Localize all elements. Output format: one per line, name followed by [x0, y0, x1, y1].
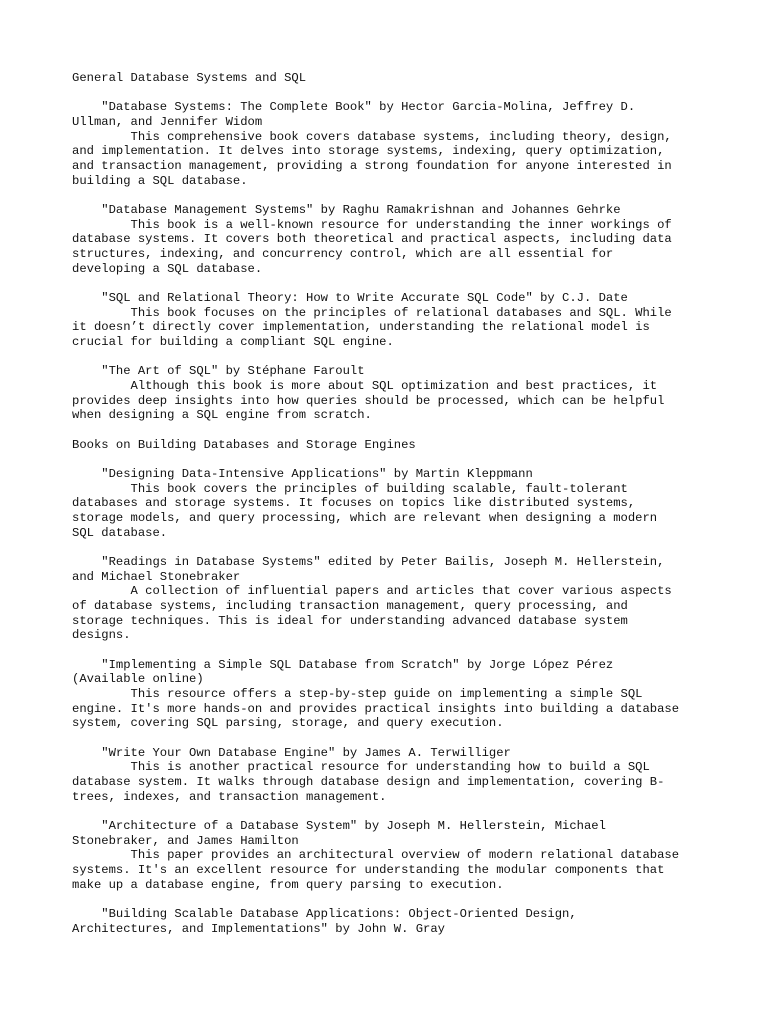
book-entry [72, 100, 712, 188]
book-entry [72, 467, 712, 540]
blank-line [72, 276, 712, 291]
book-description: This book is a well-known resource for understanding the inner workings of database systems. It covers both theoretical and practical aspects, including data structures, indexing, and concurrency control, which are all essential for developing a SQL database. [72, 217, 672, 276]
book-description: This book focuses on the principles of relational databases and SQL. While it doesn’t directly cover implementation, understanding the relational model is crucial for building a compliant SQL engine. [72, 305, 672, 350]
book-description: This resource offers a step-by-step guide on implementing a simple SQL engine. It's more hands-on and provides practical insights into building a database system, covering SQL parsing, storage, and query execution. [72, 687, 680, 731]
section-heading: Books on Building Databases and Storage Engines [72, 437, 416, 452]
blank-line [72, 643, 712, 658]
book-entry [72, 364, 712, 423]
blank-line [72, 350, 712, 365]
book-title: "Database Systems: The Complete Book" by Hector Garcia-Molina, Jeffrey D. Ullman, and Jennifer Widom [72, 100, 636, 129]
book-entry [72, 203, 712, 276]
book-description: A collection of influential papers and articles that cover various aspects of database systems, including transaction management, query processing, and storage techniques. This is ideal for understanding advanced database system designs. [72, 584, 672, 643]
book-entry [72, 746, 712, 805]
book-entry [72, 819, 712, 892]
blank-line [72, 86, 712, 101]
book-title: "The Art of SQL" by Stéphane Faroult [72, 364, 365, 379]
book-title: "Write Your Own Database Engine" by James A. Terwilliger [72, 745, 511, 760]
book-entry [72, 555, 712, 643]
book-title: "Building Scalable Database Applications: Object-Oriented Design, Architectures, and Implementations" by John W. Gray [72, 907, 577, 936]
book-title: "Architecture of a Database System" by Joseph M. Hellerstein, Michael Stonebraker, and James Hamilton [72, 819, 606, 848]
book-entry [72, 907, 712, 936]
book-description: This book covers the principles of building scalable, fault-tolerant databases and storage systems. It focuses on topics like distributed systems, storage models, and query processing, which are relevant when designing a modern SQL database. [72, 481, 658, 540]
blank-line [72, 540, 712, 555]
book-title: "Database Management Systems" by Raghu Ramakrishnan and Johannes Gehrke [72, 203, 621, 217]
book-description: This paper provides an architectural overview of modern relational database systems. It's an excellent resource for understanding the modular components that make up a database engine, from query parsing to execution. [72, 848, 680, 892]
blank-line [72, 804, 712, 819]
book-title: "Implementing a Simple SQL Database from Scratch" by Jorge López Pérez (Available online) [72, 657, 614, 687]
book-description: Although this book is more about SQL optimization and best practices, it provides deep insights into how queries should be processed, which can be helpful when designing a SQL engine from scratch. [72, 379, 665, 423]
book-title: "Readings in Database Systems" edited by Peter Bailis, Joseph M. Hellerstein, and Michael Stonebraker [72, 555, 665, 584]
blank-line [72, 423, 712, 438]
book-title: "SQL and Relational Theory: How to Write Accurate SQL Code" by C.J. Date [72, 291, 628, 306]
document-page [72, 71, 712, 936]
section-heading: General Database Systems and SQL [72, 71, 307, 85]
book-entry [72, 291, 712, 350]
book-title: "Designing Data-Intensive Applications" by Martin Kleppmann [72, 467, 533, 482]
book-description: This comprehensive book covers database systems, including theory, design, and implementation. It delves into storage systems, indexing, query optimization, and transaction management, providing a strong foundation for anyone interested in building a SQL database. [72, 129, 672, 188]
blank-line [72, 892, 712, 907]
book-description: This is another practical resource for understanding how to build a SQL database system. It walks through database design and implementation, covering B- trees, indexes, and transaction management. [72, 760, 665, 804]
book-entry [72, 658, 712, 731]
blank-line [72, 452, 712, 467]
blank-line [72, 188, 712, 203]
blank-line [72, 731, 712, 746]
